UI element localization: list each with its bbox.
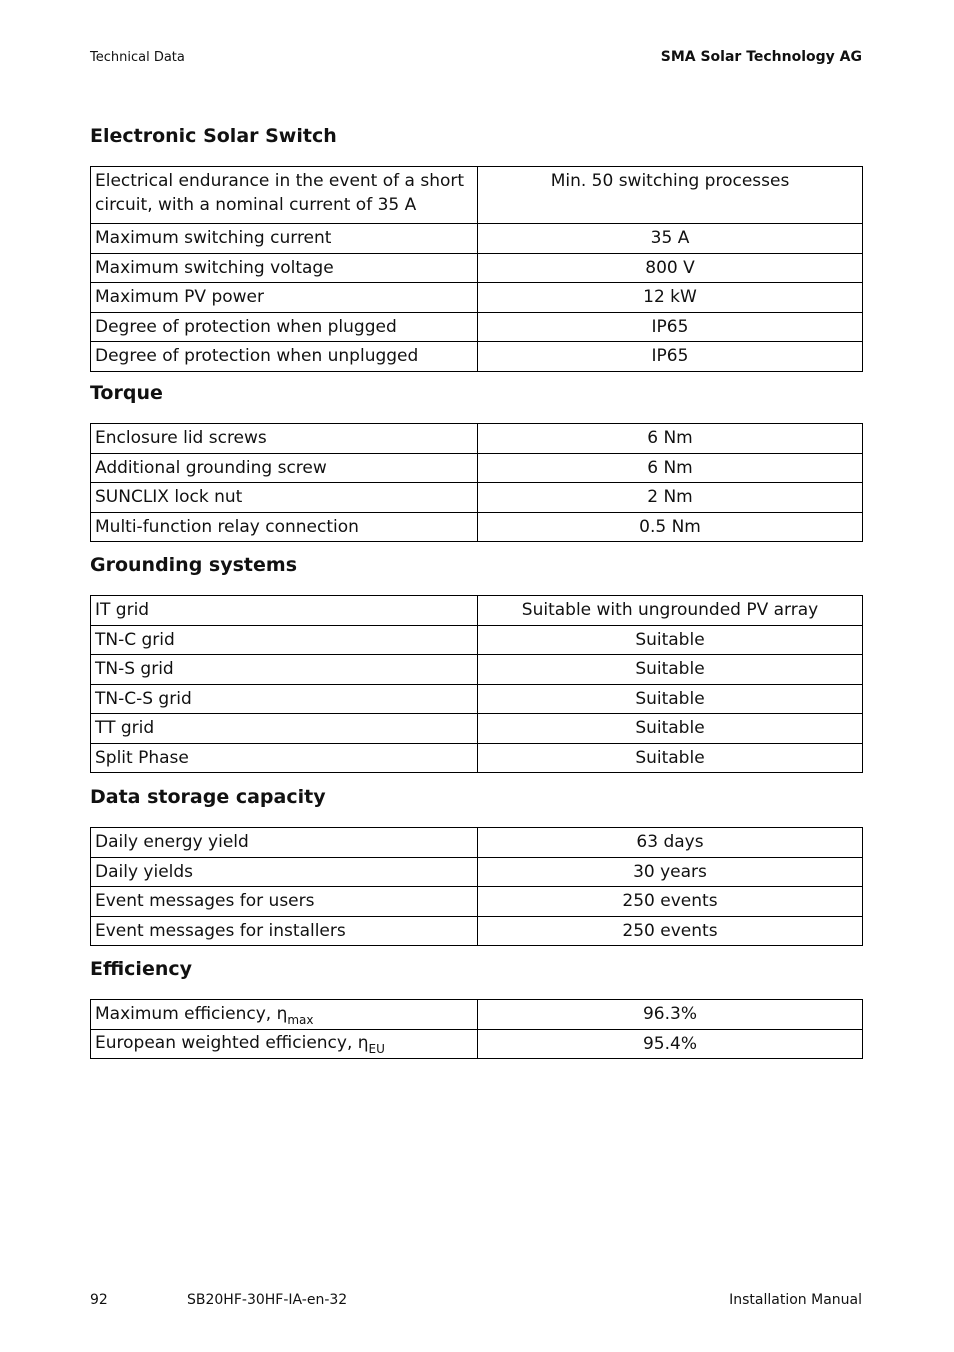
row-label	[91, 1029, 478, 1059]
table-row	[91, 167, 863, 224]
row-value: Suitable	[478, 684, 863, 714]
table-row	[91, 916, 863, 946]
row-label-text: Maximum efficiency, η	[95, 1003, 288, 1024]
row-label: Enclosure lid screws	[91, 424, 478, 454]
row-label	[91, 1000, 478, 1030]
section-title-data-storage-capacity: Data storage capacity	[90, 786, 326, 808]
row-value: Suitable	[478, 714, 863, 744]
row-value: 2 Nm	[478, 483, 863, 513]
table-row	[91, 887, 863, 917]
row-label: Event messages for users	[91, 887, 478, 917]
row-label-subscript: EU	[368, 1042, 385, 1057]
row-label: IT grid	[91, 596, 478, 626]
row-label: Degree of protection when unplugged	[91, 342, 478, 372]
row-value: Min. 50 switching processes	[478, 167, 863, 224]
row-value: 30 years	[478, 857, 863, 887]
row-label: Maximum switching current	[91, 224, 478, 254]
row-label: Daily yields	[91, 857, 478, 887]
row-value: 96.3%	[478, 1000, 863, 1030]
table-grounding-systems	[90, 595, 863, 773]
row-value: 6 Nm	[478, 424, 863, 454]
footer-page-number: 92	[90, 1292, 108, 1308]
table-row	[91, 684, 863, 714]
row-label: Split Phase	[91, 743, 478, 773]
row-value: 12 kW	[478, 283, 863, 313]
table-row	[91, 253, 863, 283]
row-label: Multi-function relay connection	[91, 512, 478, 542]
table-row	[91, 596, 863, 626]
table-row	[91, 424, 863, 454]
row-value: Suitable	[478, 743, 863, 773]
row-value: IP65	[478, 312, 863, 342]
row-label: Additional grounding screw	[91, 453, 478, 483]
row-label-subscript: max	[287, 1012, 314, 1027]
running-header-left: Technical Data	[90, 50, 185, 65]
row-label: Electrical endurance in the event of a short circuit, with a nominal current of 35 A	[91, 167, 478, 224]
table-row	[91, 828, 863, 858]
row-value: Suitable	[478, 655, 863, 685]
row-value: 95.4%	[478, 1029, 863, 1059]
table-row	[91, 1000, 863, 1030]
row-label: Maximum PV power	[91, 283, 478, 313]
section-title-torque: Torque	[90, 382, 163, 404]
table-row	[91, 512, 863, 542]
row-label: TN-C grid	[91, 625, 478, 655]
row-value: 35 A	[478, 224, 863, 254]
row-label: SUNCLIX lock nut	[91, 483, 478, 513]
table-row	[91, 1029, 863, 1059]
table-row	[91, 714, 863, 744]
table-row	[91, 453, 863, 483]
table-efficiency	[90, 999, 863, 1059]
row-value: 250 events	[478, 916, 863, 946]
row-label: TN-S grid	[91, 655, 478, 685]
row-value: 800 V	[478, 253, 863, 283]
table-torque	[90, 423, 863, 542]
row-value: IP65	[478, 342, 863, 372]
row-label: TN-C-S grid	[91, 684, 478, 714]
row-value: 63 days	[478, 828, 863, 858]
row-value: 6 Nm	[478, 453, 863, 483]
table-row	[91, 625, 863, 655]
running-header-right: SMA Solar Technology AG	[660, 49, 862, 65]
section-title-electronic-solar-switch: Electronic Solar Switch	[90, 125, 337, 147]
row-value: 250 events	[478, 887, 863, 917]
row-label: Event messages for installers	[91, 916, 478, 946]
row-label: Daily energy yield	[91, 828, 478, 858]
footer-document-id: SB20HF-30HF-IA-en-32	[187, 1292, 348, 1308]
table-row	[91, 743, 863, 773]
table-row	[91, 857, 863, 887]
table-row	[91, 342, 863, 372]
footer-manual-title: Installation Manual	[729, 1292, 862, 1308]
table-row	[91, 312, 863, 342]
table-row	[91, 655, 863, 685]
section-title-efficiency: Efficiency	[90, 958, 193, 980]
row-label-text: European weighted efficiency, η	[95, 1033, 369, 1054]
row-value: 0.5 Nm	[478, 512, 863, 542]
section-title-grounding-systems: Grounding systems	[90, 554, 298, 576]
row-label: Degree of protection when plugged	[91, 312, 478, 342]
row-label: TT grid	[91, 714, 478, 744]
row-label: Maximum switching voltage	[91, 253, 478, 283]
table-data-storage-capacity	[90, 827, 863, 946]
table-row	[91, 224, 863, 254]
table-row	[91, 483, 863, 513]
table-row	[91, 283, 863, 313]
row-value: Suitable with ungrounded PV array	[478, 596, 863, 626]
row-value: Suitable	[478, 625, 863, 655]
table-electronic-solar-switch	[90, 166, 863, 372]
